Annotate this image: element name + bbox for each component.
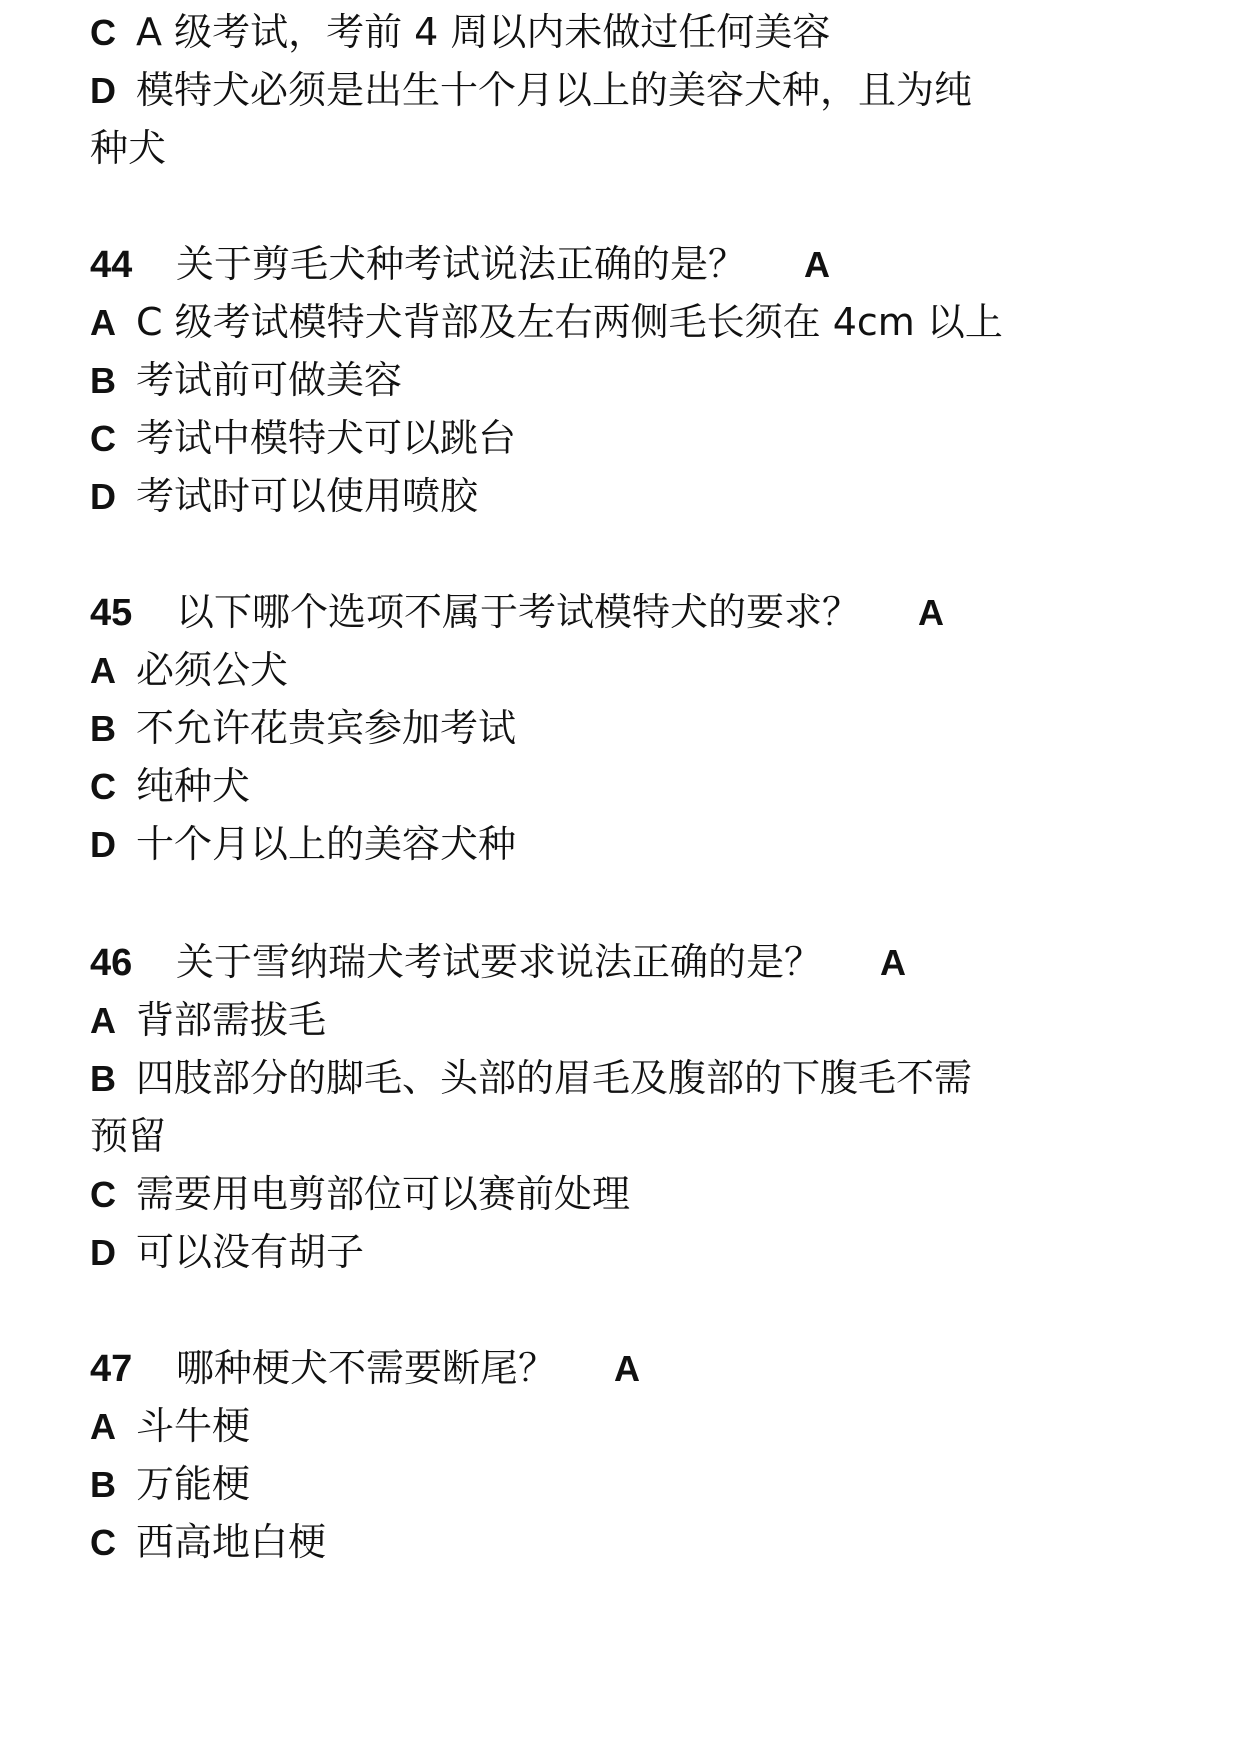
option-letter: C [90,418,116,459]
option-letter: C [90,12,116,53]
option-line [90,996,326,1044]
question-text: 哪种梗犬不需要断尾？ [176,1346,557,1390]
option-line [90,704,516,752]
option-line [90,472,478,520]
option-text: 不允许花贵宾参加考试 [136,706,517,750]
option-text: 模特犬必须是出生十个月以上的美容犬种，且为纯 [136,68,973,112]
option-letter: A [90,1000,116,1041]
option-line [90,1228,364,1276]
option-text: A 级考试，考前 4 周以内未做过任何美容 [136,10,831,54]
question-line [90,938,906,986]
option-text: 必须公犬 [136,648,289,692]
answer-key: A [614,1348,641,1389]
option-line [90,414,516,462]
option-line [90,66,972,114]
option-letter: D [90,70,116,111]
option-letter: D [90,1232,116,1273]
option-line [90,356,402,404]
option-line [90,762,250,810]
option-letter: A [90,650,116,691]
option-line [90,1054,972,1102]
option-letter: C [90,1522,116,1563]
option-text: 考试中模特犬可以跳台 [136,416,517,460]
option-text: 考试时可以使用喷胶 [136,474,479,518]
option-letter: D [90,824,116,865]
option-letter: B [90,1058,116,1099]
option-line-continued [90,124,166,172]
option-text: C 级考试模特犬背部及左右两侧毛长须在 4cm 以上 [136,300,1003,344]
option-text: 纯种犬 [136,764,251,808]
question-number: 45 [90,592,133,634]
option-line [90,1460,250,1508]
option-letter: C [90,1174,116,1215]
question-text: 关于剪毛犬种考试说法正确的是？ [176,242,747,286]
option-letter: B [90,360,116,401]
option-text: 需要用电剪部位可以赛前处理 [136,1172,631,1216]
option-text: 十个月以上的美容犬种 [136,822,517,866]
answer-key: A [804,244,831,285]
option-text: 西高地白梗 [136,1520,327,1564]
question-number: 44 [90,244,133,286]
option-line-continued [90,1112,166,1160]
option-text: 预留 [90,1114,167,1158]
option-text: 斗牛梗 [136,1404,251,1448]
question-text: 关于雪纳瑞犬考试要求说法正确的是？ [176,940,823,984]
question-line [90,240,830,288]
option-letter: D [90,476,116,517]
question-number: 46 [90,942,133,984]
option-text: 万能梗 [136,1462,251,1506]
option-line [90,820,516,868]
option-text: 种犬 [90,126,167,170]
option-text: 背部需拔毛 [136,998,327,1042]
option-letter: B [90,708,116,749]
question-text: 以下哪个选项不属于考试模特犬的要求？ [176,590,861,634]
option-line [90,1170,630,1218]
question-line [90,588,944,636]
answer-key: A [918,592,945,633]
option-letter: C [90,766,116,807]
question-line [90,1344,640,1392]
option-text: 考试前可做美容 [136,358,403,402]
option-letter: B [90,1464,116,1505]
question-number: 47 [90,1348,133,1390]
option-text: 四肢部分的脚毛、头部的眉毛及腹部的下腹毛不需 [136,1056,973,1100]
option-line [90,8,830,56]
option-letter: A [90,1406,116,1447]
answer-key: A [880,942,907,983]
option-line [90,298,1003,346]
option-letter: A [90,302,116,343]
option-line [90,1402,250,1450]
option-line [90,1518,326,1566]
option-text: 可以没有胡子 [136,1230,365,1274]
option-line [90,646,288,694]
